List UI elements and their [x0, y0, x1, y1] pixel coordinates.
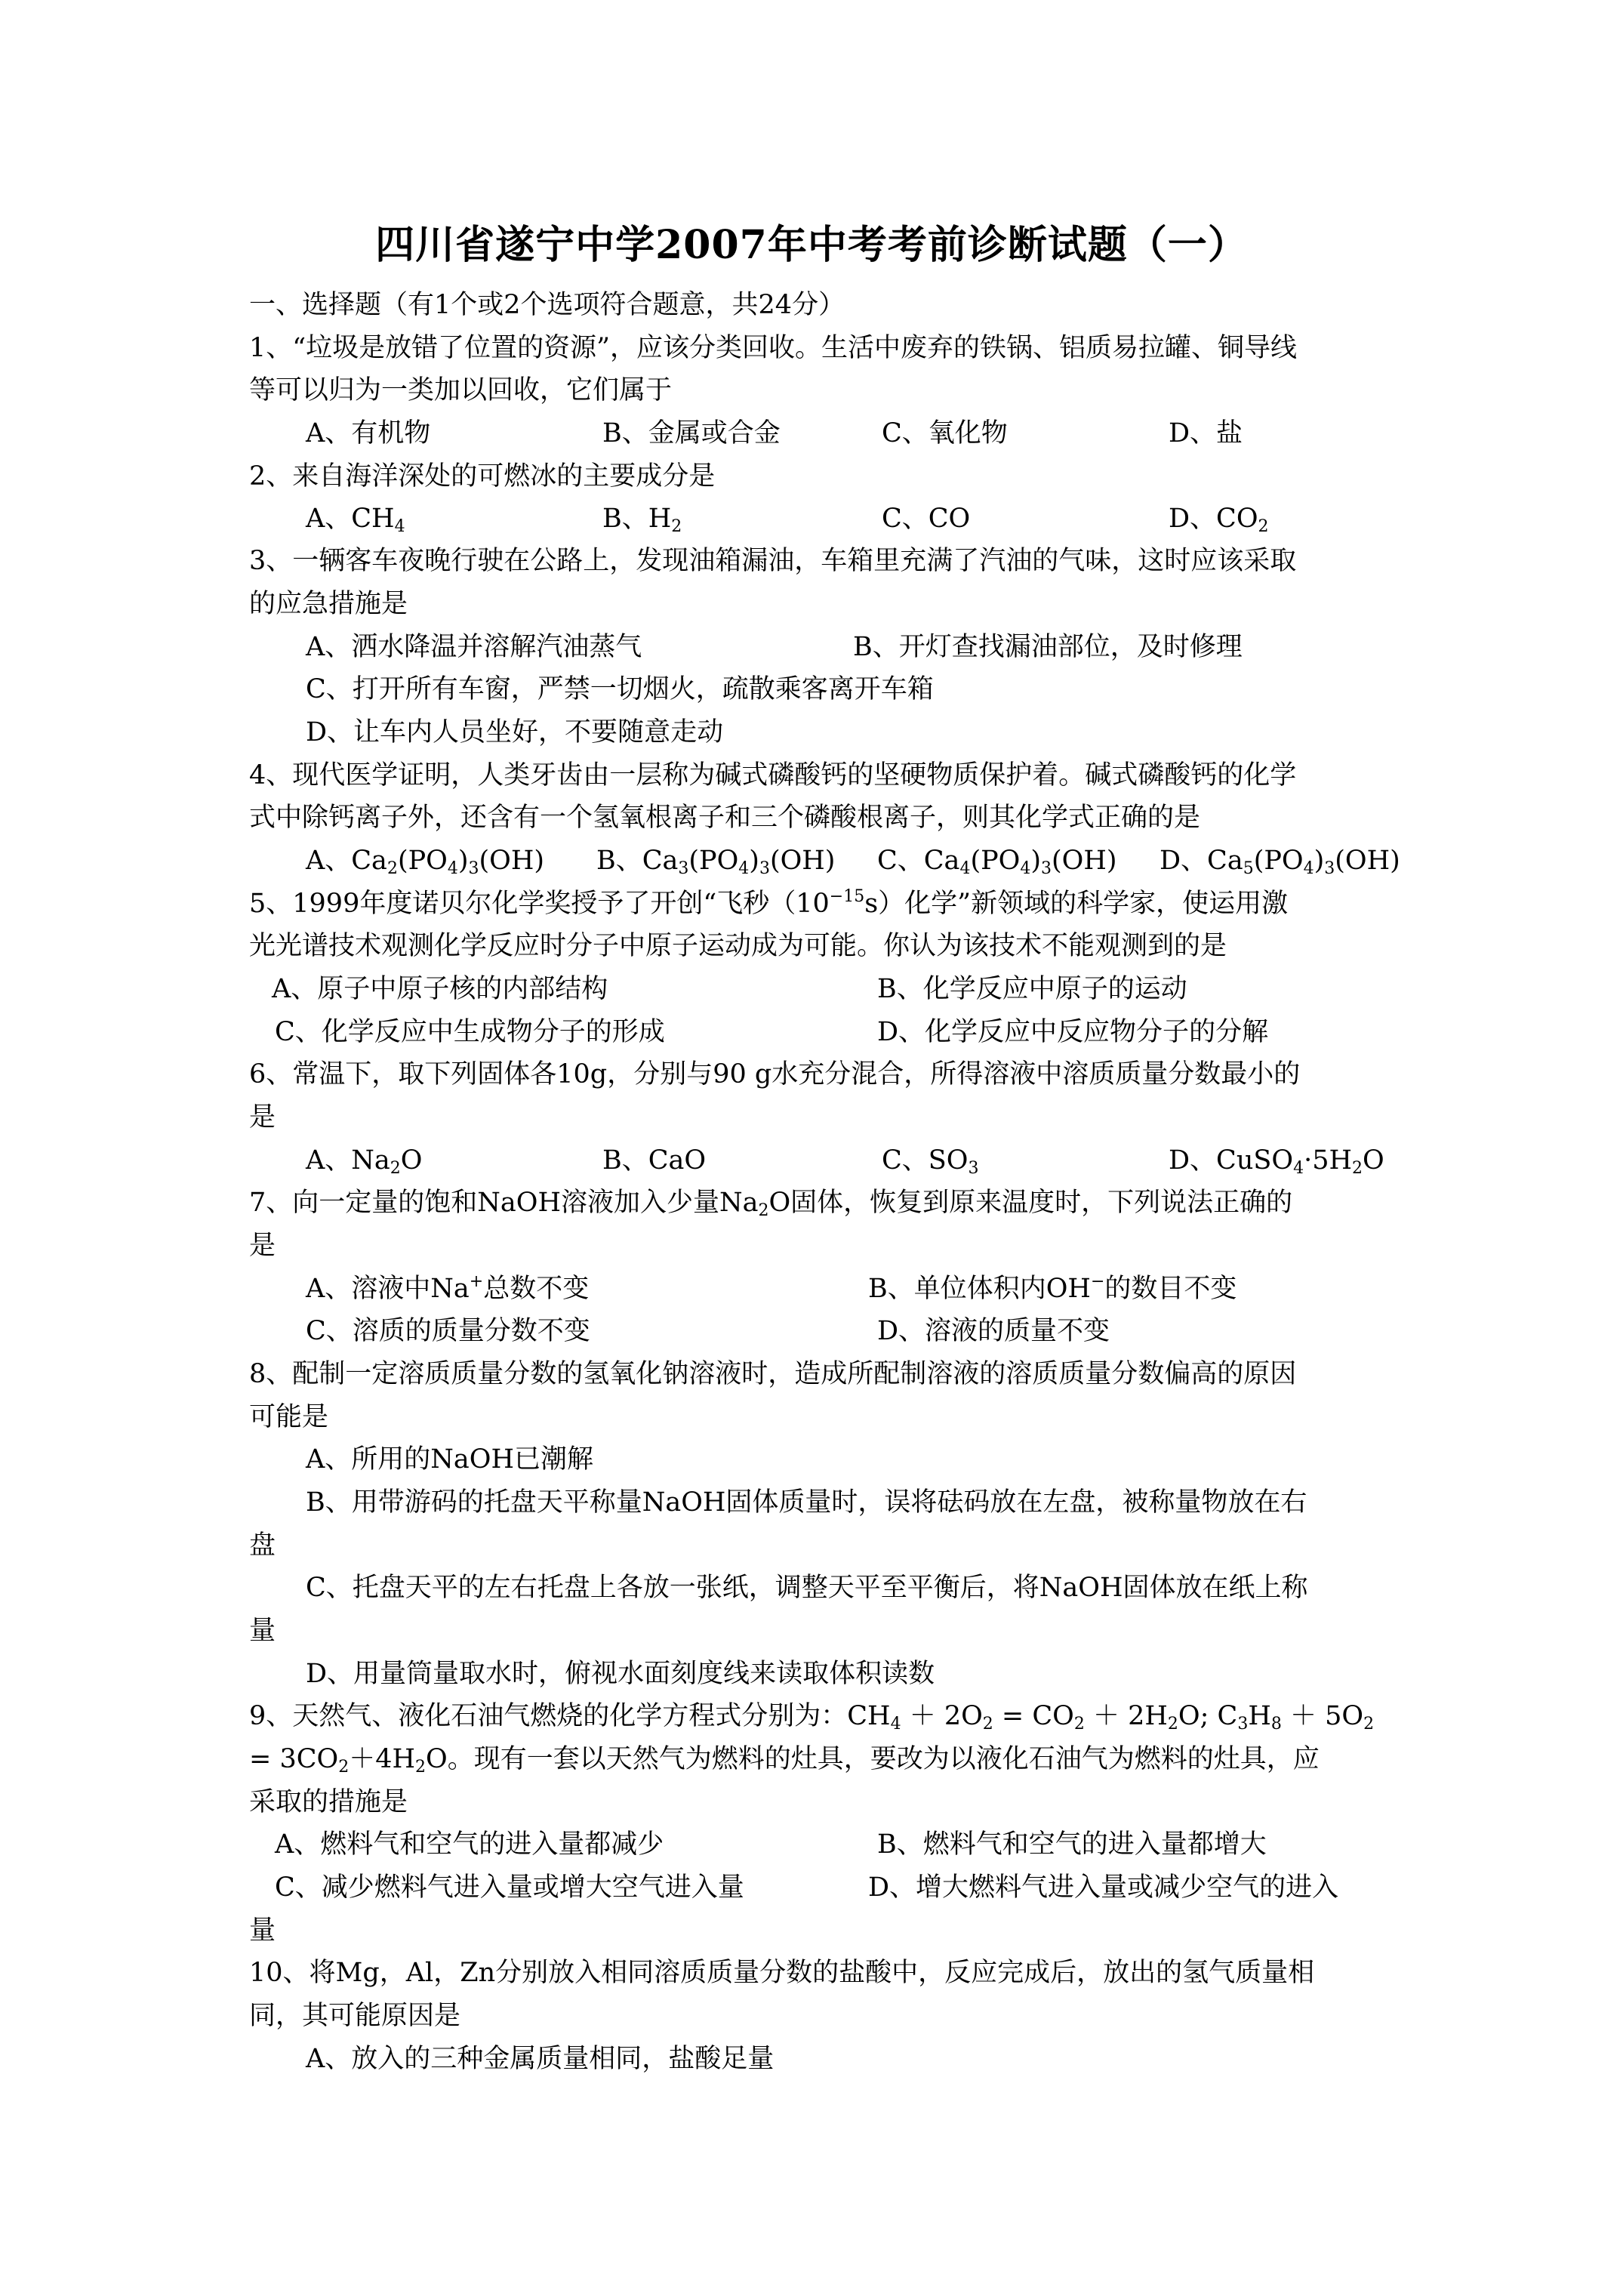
question-9-text-cont2: 采取的措施是 [249, 1787, 408, 1817]
q2-option-c: C、CO [882, 504, 971, 534]
question-4-text-cont: 式中除钙离子外，还含有一个氢氧根离子和三个磷酸根离子，则其化学式正确的是 [249, 803, 1201, 833]
q1-option-b: B、金属或合金 [602, 418, 781, 448]
q4-option-c: C、$Ca_4(PO_4)_3(OH)$ [877, 846, 1117, 878]
question-1-text-cont: 等可以归为一类加以回收，它们属于 [249, 375, 673, 405]
question-4-text: 4、现代医学证明，人类牙齿由一层称为碱式磷酸钙的坚硬物质保护着。碱式磷酸钙的化学 [249, 760, 1297, 791]
q7-option-c: C、溶质的质量分数不变 [306, 1316, 590, 1346]
q9-option-d: D、增大燃料气进入量或减少空气的进入 [868, 1872, 1339, 1903]
q9-option-b: B、燃料气和空气的进入量都增大 [877, 1829, 1267, 1860]
q4-option-a: A、$Ca_2(PO_4)_3(OH)$ [306, 846, 545, 878]
q2-option-b: B、$H_2$ [602, 504, 682, 536]
question-8-text-cont: 可能是 [249, 1402, 329, 1432]
question-6-text: 6、常温下，取下列固体各10g，分别与90 g水充分混合，所得溶液中溶质质量分数最小的 [249, 1059, 1301, 1089]
q6-option-d: D、$CuSO_4\cdot 5H_2O$ [1169, 1145, 1384, 1178]
q8-option-c: C、托盘天平的左右托盘上各放一张纸，调整天平至平衡后，将NaOH固体放在纸上称 [306, 1573, 1308, 1603]
question-5-text-cont: 光光谱技术观测化学反应时分子中原子运动成为可能。你认为该技术不能观测到的是 [249, 931, 1227, 961]
q8-option-d: D、用量筒量取水时，俯视水面刻度线来读取体积读数 [306, 1659, 935, 1689]
q7-option-b: B、单位体积内OH−的数目不变 [868, 1272, 1237, 1304]
question-7-text: 7、向一定量的饱和NaOH溶液加入少量$Na_2O$固体，恢复到原来温度时，下列说法正确的 [249, 1188, 1293, 1220]
question-1-text: 1、“垃圾是放错了位置的资源”，应该分类回收。生活中废弃的铁锅、铝质易拉罐、铜导线 [249, 333, 1298, 363]
question-3-text-cont: 的应急措施是 [249, 589, 408, 619]
q5-option-c: C、化学反应中生成物分子的形成 [275, 1017, 665, 1047]
q3-option-b: B、开灯查找漏油部位，及时修理 [853, 632, 1243, 662]
q1-option-d: D、盐 [1169, 418, 1243, 448]
question-5-text: 5、1999年度诺贝尔化学奖授予了开创“飞秒$(10^{-15}s)$化学”新领域的科学家，使运用激 [249, 887, 1289, 919]
q6-option-b: B、CaO [602, 1145, 707, 1176]
question-7-text-cont: 是 [249, 1231, 276, 1261]
q5-option-b: B、化学反应中原子的运动 [877, 974, 1187, 1004]
q2-option-d: D、$CO_2$ [1169, 504, 1269, 536]
q8-option-a: A、所用的NaOH已潮解 [306, 1444, 593, 1475]
q8-option-b: B、用带游码的托盘天平称量NaOH固体质量时，误将砝码放在左盘，被称量物放在右 [306, 1487, 1307, 1518]
page-title: 四川省遂宁中学2007年中考考前诊断试题（一） [375, 222, 1248, 268]
q8-option-b-cont: 盘 [249, 1530, 276, 1561]
question-9-text: 9、天然气、液化石油气燃烧的化学方程式分别为：$CH_4 + 2O_2 = CO_2 + 2H_2O$; $C_3H_8 + 5O_2$ [249, 1701, 1375, 1734]
q7-option-a: A、溶液中Na+总数不变 [306, 1272, 590, 1304]
q3-option-a: A、洒水降温并溶解汽油蒸气 [306, 632, 642, 662]
q4-option-b: B、$Ca_3(PO_4)_3(OH)$ [596, 846, 836, 878]
section-heading: 一、选择题（有1个或2个选项符合题意，共24分） [249, 290, 845, 320]
q1-option-a: A、有机物 [306, 418, 431, 448]
q3-option-d: D、让车内人员坐好，不要随意走动 [306, 717, 724, 747]
q9-option-c: C、减少燃料气进入量或增大空气进入量 [275, 1872, 744, 1903]
question-2-text: 2、来自海洋深处的可燃冰的主要成分是 [249, 461, 716, 492]
q10-option-a: A、放入的三种金属质量相同，盐酸足量 [306, 2044, 775, 2074]
q5-option-a: A、原子中原子核的内部结构 [272, 974, 608, 1004]
q9-option-a: A、燃料气和空气的进入量都减少 [275, 1829, 664, 1860]
q9-option-d-cont: 量 [249, 1915, 276, 1946]
question-10-text-cont: 同，其可能原因是 [249, 2001, 461, 2031]
question-9-text-cont: = $3CO_2+4H_2O$。现有一套以天然气为燃料的灶具，要改为以液化石油气为燃料的灶具，应 [249, 1744, 1320, 1777]
q6-option-a: A、$Na_2O$ [306, 1145, 423, 1178]
question-8-text: 8、配制一定溶质质量分数的氢氧化钠溶液时，造成所配制溶液的溶质质量分数偏高的原因 [249, 1359, 1297, 1389]
q5-option-d: D、化学反应中反应物分子的分解 [877, 1017, 1269, 1047]
q2-option-a: A、$CH_4$ [306, 504, 405, 536]
q8-option-c-cont: 量 [249, 1616, 276, 1646]
q3-option-c: C、打开所有车窗，严禁一切烟火，疏散乘客离开车箱 [306, 674, 934, 704]
q4-option-d: D、$Ca_5(PO_4)_3(OH)$ [1160, 846, 1400, 878]
question-10-text: 10、将Mg，Al，Zn分别放入相同溶质质量分数的盐酸中，反应完成后，放出的氢气质量相 [249, 1958, 1315, 1988]
q1-option-c: C、氧化物 [882, 418, 1008, 448]
q6-option-c: C、$SO_3$ [882, 1145, 979, 1178]
question-3-text: 3、一辆客车夜晚行驶在公路上，发现油箱漏油，车箱里充满了汽油的气味，这时应该采取 [249, 546, 1297, 576]
q7-option-d: D、溶液的质量不变 [877, 1316, 1110, 1346]
question-6-text-cont: 是 [249, 1102, 276, 1133]
